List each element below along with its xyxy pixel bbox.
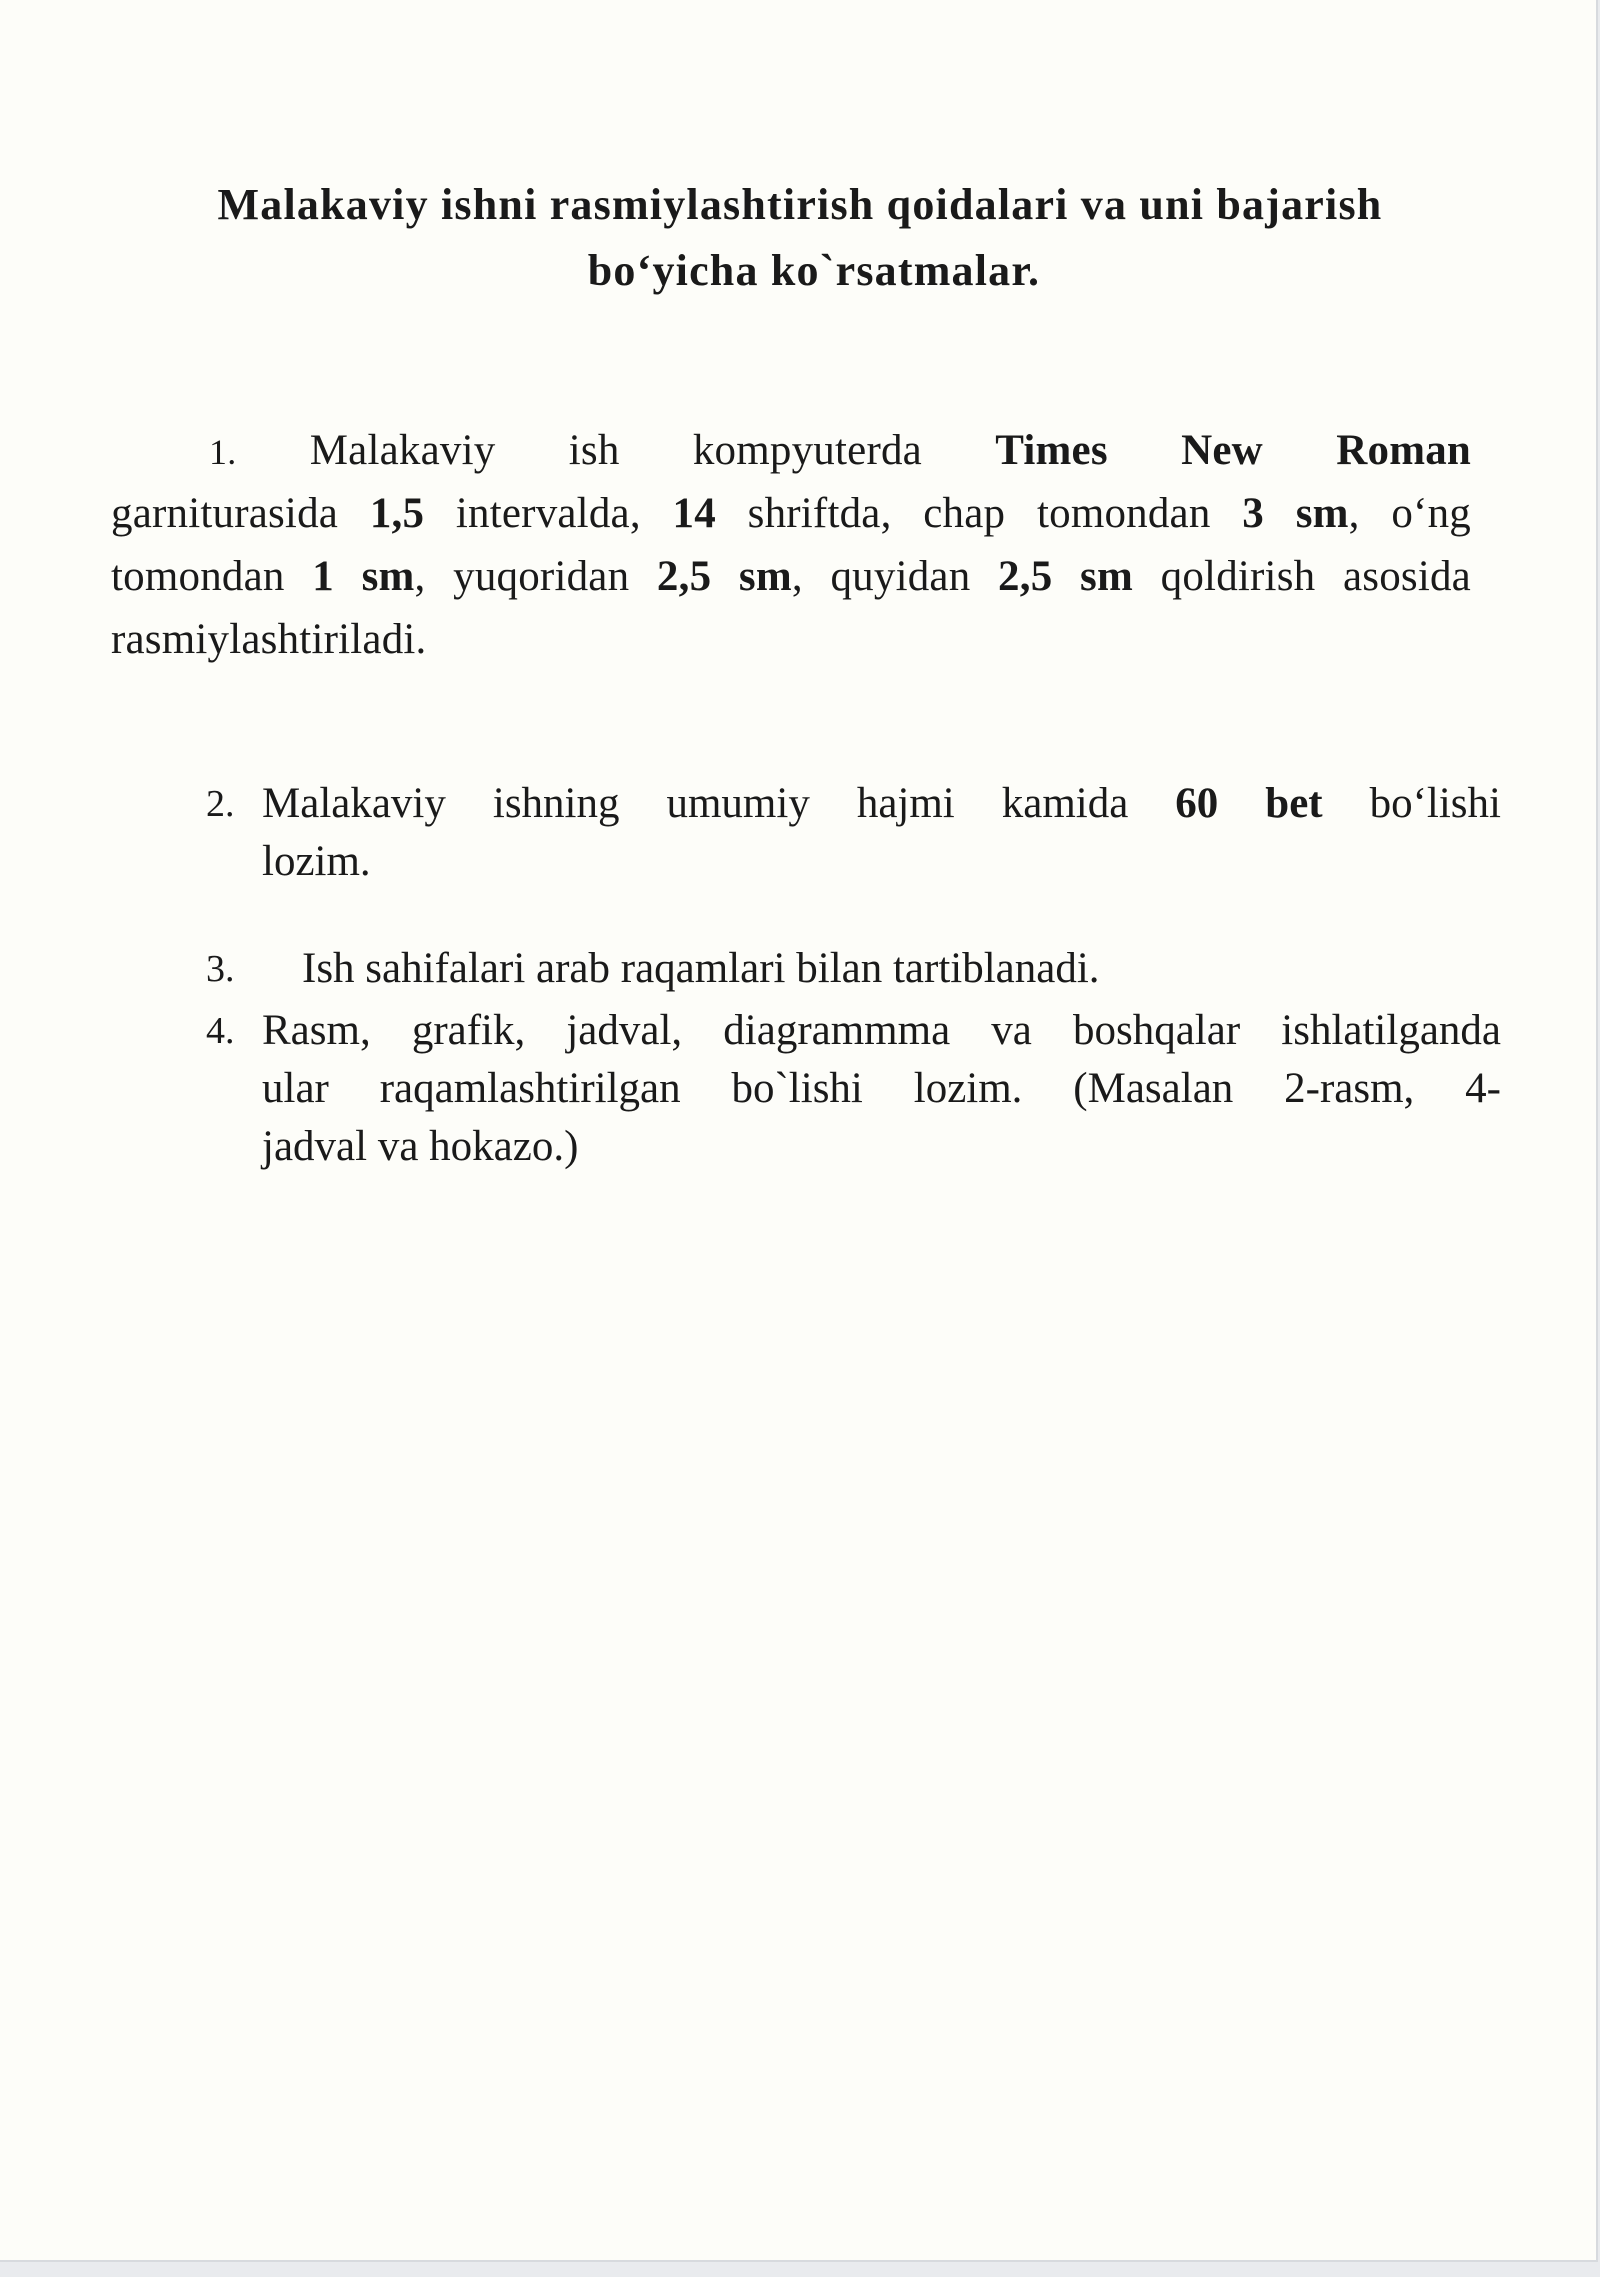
rule-item-1-line-4: rasmiylashtiriladi.	[111, 616, 427, 663]
rule-item-2-line-2: lozim.	[262, 838, 371, 885]
rule-item-2	[206, 775, 1501, 891]
bold-text: 3 sm	[1242, 490, 1349, 537]
rule-item-1	[111, 419, 1471, 671]
text-run: , quyidan	[791, 553, 999, 600]
text-run: garniturasida	[111, 490, 370, 537]
bold-text: 60 bet	[1175, 780, 1323, 827]
rule-item-4-line-3: jadval va hokazo.)	[262, 1123, 579, 1170]
rule-item-1-line-1	[111, 419, 1471, 482]
text-run: , o‘ng	[1348, 490, 1471, 537]
rule-item-2-body	[262, 775, 1501, 891]
rule-item-2-line-1	[262, 775, 1501, 833]
title-line-2: bo‘yicha ko`rsatmalar.	[587, 246, 1041, 295]
title-line-1: Malakaviy ishni rasmiylashtirish qoidalari va uni bajarish	[217, 180, 1383, 229]
list-number: 2.	[206, 783, 235, 825]
text-run: qoldirish asosida	[1133, 553, 1471, 600]
text-run: Malakaviy ishning umumiy hajmi kamida	[262, 780, 1176, 827]
rule-item-4-body	[262, 1002, 1501, 1176]
list-number: 4.	[206, 1010, 235, 1052]
list-number: 3.	[206, 948, 235, 990]
text-run: ish	[568, 427, 620, 474]
rule-item-4-line-1: Rasm, grafik, jadval, diagrammma va boshqalar ishlatilganda	[262, 1007, 1501, 1054]
bold-text: 14	[672, 490, 716, 537]
bold-text: 1,5	[369, 490, 425, 537]
rule-item-3-body	[302, 940, 1501, 998]
bold-text: Roman	[1336, 427, 1472, 474]
text-run: tomondan	[111, 553, 313, 600]
text-run: Malakaviy	[309, 427, 496, 474]
bold-text: 1 sm	[312, 553, 415, 600]
bold-text: Times	[995, 427, 1108, 474]
rule-item-3	[206, 940, 1501, 998]
text-run: bo‘lishi	[1322, 780, 1501, 827]
bold-text: 2,5 sm	[656, 553, 792, 600]
bold-text: New	[1181, 427, 1263, 474]
rule-item-4-line-2: ular raqamlashtirilgan bo`lishi lozim. (Masalan 2-rasm, 4-	[262, 1065, 1501, 1112]
rule-item-3-line-1: Ish sahifalari arab raqamlari bilan tartiblanadi.	[302, 945, 1100, 992]
bold-text: 2,5 sm	[998, 553, 1133, 600]
list-number: 1.	[209, 432, 237, 472]
text-run: , yuqoridan	[414, 553, 657, 600]
rule-item-4	[206, 1002, 1501, 1176]
rule-item-1-line-3	[111, 545, 1471, 608]
document-title	[0, 172, 1600, 304]
rule-item-1-line-2	[111, 482, 1471, 545]
text-run: kompyuterda	[692, 427, 922, 474]
text-run: shriftda, chap tomondan	[715, 490, 1243, 537]
text-run: intervalda,	[424, 490, 673, 537]
